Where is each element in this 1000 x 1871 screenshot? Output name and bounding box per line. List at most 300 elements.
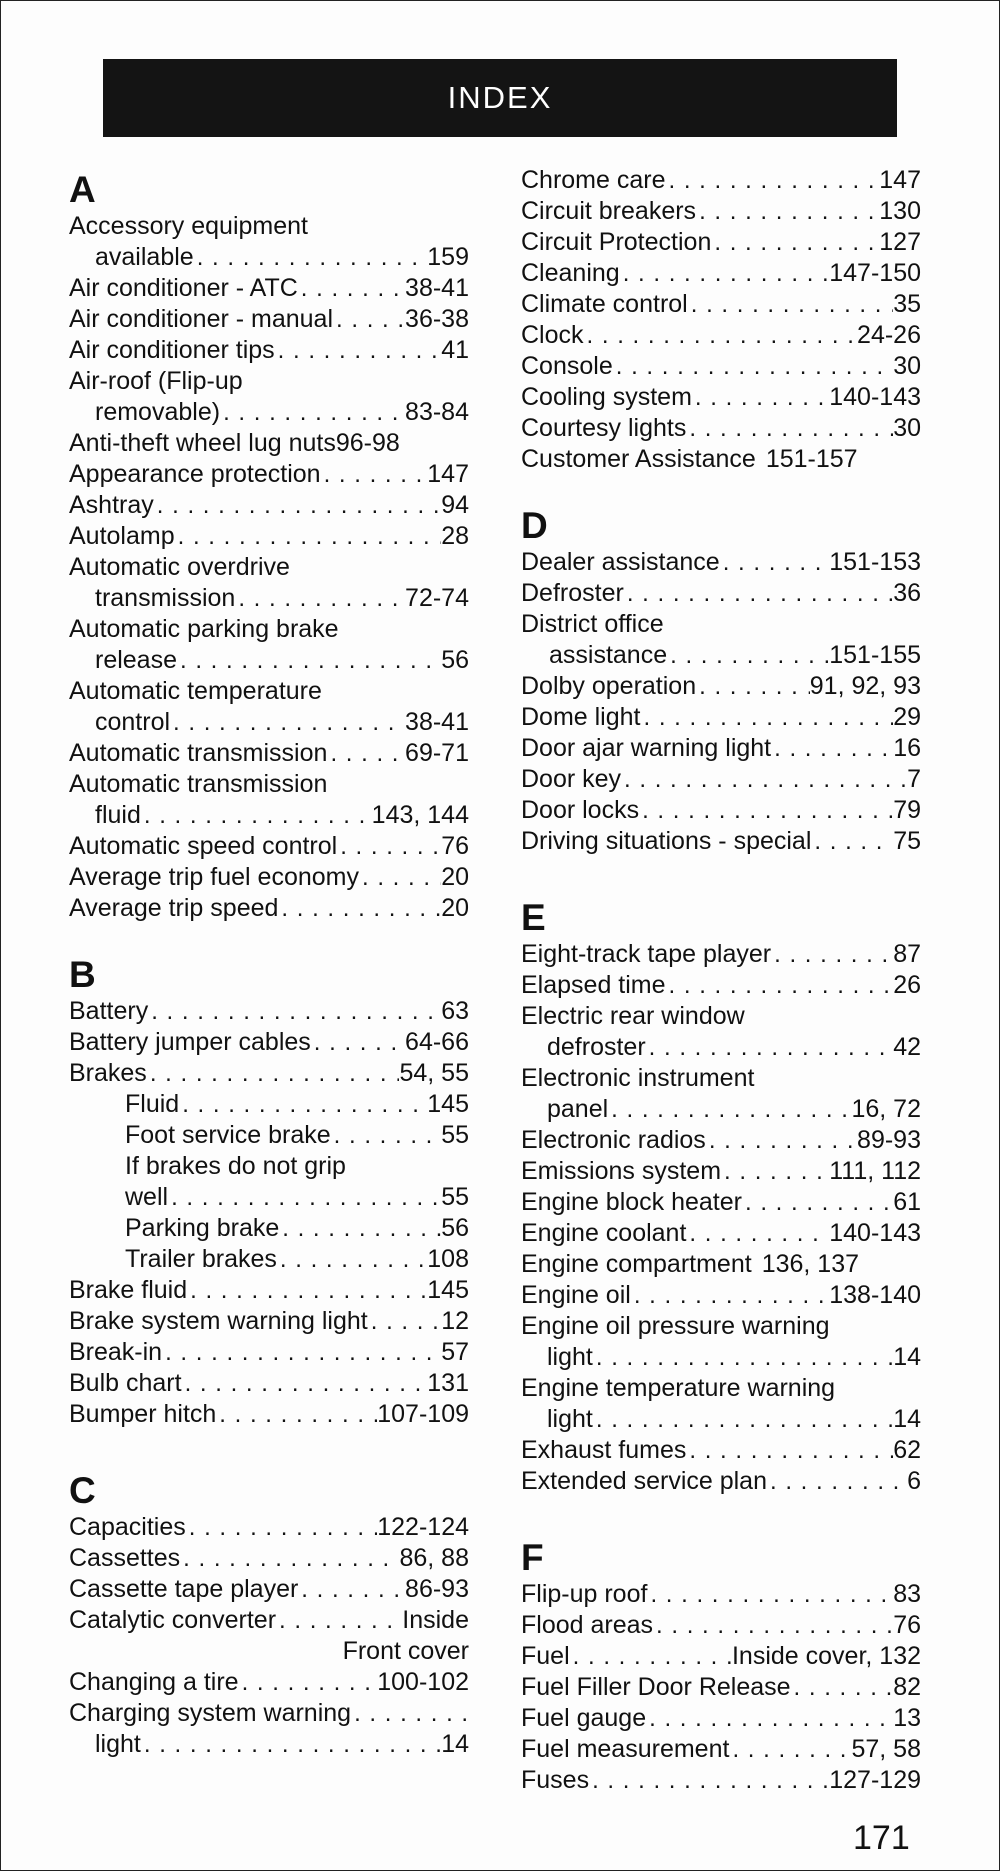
leader-dots: [327, 738, 405, 769]
index-entry: [521, 1435, 921, 1466]
entry-page: 79: [893, 796, 921, 824]
leader-dots: [692, 382, 829, 413]
entry-page: 35: [893, 290, 921, 318]
entry-page: 20: [441, 863, 469, 891]
leader-dots: [141, 800, 372, 831]
entry-term: control: [95, 708, 171, 736]
entry-page: 145: [427, 1276, 469, 1304]
index-entry: [521, 1249, 921, 1280]
section-letter-a: A: [69, 169, 96, 210]
index-entry: [521, 1218, 921, 1249]
entry-term: Fuel gauge: [521, 1704, 647, 1732]
index-entry: [521, 939, 921, 970]
index-entry: [69, 1337, 469, 1368]
index-entry: [521, 795, 921, 826]
index-entry-head: Electronic instrument: [521, 1064, 755, 1092]
entry-page: 151-155: [829, 641, 921, 669]
entry-term: Climate control: [521, 290, 688, 318]
entry-page: 64-66: [405, 1028, 469, 1056]
entry-term: Air conditioner - manual: [69, 305, 334, 333]
section-letter-d: D: [521, 505, 548, 546]
entry-page: 61: [893, 1188, 921, 1216]
index-entry-head: Electric rear window: [521, 1002, 745, 1030]
index-entry: [69, 1667, 469, 1698]
leader-dots: [170, 707, 405, 738]
index-entry: [521, 1703, 921, 1734]
entry-page: 151-157: [765, 445, 858, 473]
entry-page: 12: [441, 1307, 469, 1335]
leader-dots: [279, 1213, 441, 1244]
entry-page: 75: [893, 827, 921, 855]
index-entry-head: If brakes do not grip: [125, 1152, 346, 1180]
leader-dots: [321, 459, 428, 490]
entry-page: 86, 88: [399, 1544, 469, 1572]
entry-term: Bumper hitch: [69, 1400, 217, 1428]
entry-term: Appearance protection: [69, 460, 321, 488]
index-entry: [69, 862, 469, 893]
leader-dots: [368, 1306, 441, 1337]
leader-dots: [593, 1342, 893, 1373]
entry-term: Fuses: [521, 1766, 590, 1794]
index-entry: [69, 1543, 469, 1574]
index-entry: [69, 1120, 469, 1151]
leader-dots: [667, 640, 829, 671]
leader-dots: [688, 289, 893, 320]
leader-dots: [771, 939, 893, 970]
entry-term: fluid: [95, 801, 141, 829]
entry-page: 14: [893, 1343, 921, 1371]
entry-term: Ashtray: [69, 491, 154, 519]
leader-dots: [239, 1667, 378, 1698]
entry-term: Chrome care: [521, 166, 666, 194]
index-entry: [69, 1368, 469, 1399]
entry-term: Fuel Filler Door Release: [521, 1673, 791, 1701]
index-entry: [521, 1641, 921, 1672]
entry-term: Cassettes: [69, 1544, 181, 1572]
entry-page: 76: [893, 1611, 921, 1639]
index-entry: [69, 1306, 469, 1337]
entry-term: Battery jumper cables: [69, 1028, 311, 1056]
index-entry: [521, 351, 921, 382]
index-entry: [69, 1275, 469, 1306]
entry-page: 38-41: [405, 274, 469, 302]
index-entry: [69, 1399, 469, 1430]
entry-term: Automatic transmission: [69, 739, 328, 767]
entry-term: Air conditioner tips: [69, 336, 275, 364]
index-entry: [69, 1605, 469, 1636]
index-entry: [69, 1182, 469, 1213]
index-entry-head: Automatic overdrive: [69, 553, 290, 581]
entry-page: 94: [441, 491, 469, 519]
entry-term: Courtesy lights: [521, 414, 687, 442]
leader-dots: [276, 1605, 402, 1636]
leader-dots: [298, 273, 405, 304]
leader-dots: [177, 645, 441, 676]
entry-page: 62: [893, 1436, 921, 1464]
entry-page: Inside: [402, 1606, 469, 1634]
leader-dots: [666, 165, 880, 196]
index-entry: [521, 1466, 921, 1497]
entry-page: 147: [427, 460, 469, 488]
entry-page: 63: [441, 997, 469, 1025]
entry-term: Extended service plan: [521, 1467, 767, 1495]
section-letter-e: E: [521, 897, 546, 938]
leader-dots: [686, 1218, 829, 1249]
entry-page: 28: [441, 522, 469, 550]
entry-page: 20: [441, 894, 469, 922]
leader-dots: [194, 242, 428, 273]
entry-page: 30: [893, 414, 921, 442]
index-entry: [69, 1574, 469, 1605]
entry-page: 30: [893, 352, 921, 380]
entry-term: available: [95, 243, 194, 271]
index-entry: [521, 640, 921, 671]
index-entry: [521, 320, 921, 351]
leader-dots: [608, 1094, 851, 1125]
entry-page: 14: [893, 1405, 921, 1433]
index-entry: [521, 444, 921, 475]
entry-term: Exhaust fumes: [521, 1436, 687, 1464]
leader-dots: [767, 1466, 907, 1497]
index-entry: [521, 733, 921, 764]
index-entry: [521, 227, 921, 258]
entry-page: 107-109: [377, 1400, 469, 1428]
entry-term: Fuel measurement: [521, 1735, 730, 1763]
entry-page: 13: [893, 1704, 921, 1732]
entry-page: 57, 58: [851, 1735, 921, 1763]
entry-page: 83-84: [405, 398, 469, 426]
index-entry: [69, 1027, 469, 1058]
entry-term: panel: [547, 1095, 609, 1123]
entry-term: Flood areas: [521, 1611, 654, 1639]
index-entry: [69, 1512, 469, 1543]
index-entry: [69, 335, 469, 366]
index-entry: [521, 382, 921, 413]
entry-term: Engine coolant: [521, 1219, 687, 1247]
entry-page: 55: [441, 1121, 469, 1149]
entry-page: 29: [893, 703, 921, 731]
entry-page: 159: [427, 243, 469, 271]
index-entry: [521, 1342, 921, 1373]
entry-page-continued: Front cover: [342, 1637, 469, 1665]
index-entry: [69, 1244, 469, 1275]
entry-page: 82: [893, 1673, 921, 1701]
entry-page: 89-93: [857, 1126, 921, 1154]
leader-dots: [186, 1512, 378, 1543]
index-entry: [69, 304, 469, 335]
index-entry: [69, 490, 469, 521]
entry-page: 108: [427, 1245, 469, 1273]
index-entry: [69, 893, 469, 924]
entry-page: 147-150: [829, 259, 921, 287]
entry-term: Parking brake: [125, 1214, 280, 1242]
leader-dots: [639, 795, 893, 826]
entry-term: Circuit breakers: [521, 197, 697, 225]
entry-term: Cassette tape player: [69, 1575, 299, 1603]
index-entry: [69, 459, 469, 490]
leader-dots: [589, 1765, 829, 1796]
leader-dots: [666, 970, 894, 1001]
entry-term: well: [125, 1183, 169, 1211]
entry-term: Console: [521, 352, 613, 380]
entry-page: 143, 144: [371, 801, 469, 829]
entry-term: Brake fluid: [69, 1276, 188, 1304]
entry-term: release: [95, 646, 177, 674]
entry-term: Automatic speed control: [69, 832, 338, 860]
entry-term: Engine oil: [521, 1281, 631, 1309]
entry-term: Break-in: [69, 1338, 163, 1366]
entry-term: Dolby operation: [521, 672, 697, 700]
leader-dots: [811, 826, 893, 857]
entry-term: Dome light: [521, 703, 641, 731]
index-entry: [521, 671, 921, 702]
entry-page: 122-124: [377, 1513, 469, 1541]
leader-dots: [771, 733, 893, 764]
index-entry: [521, 196, 921, 227]
leader-dots: [179, 1089, 427, 1120]
entry-term: Fluid: [125, 1090, 180, 1118]
leader-dots: [721, 1156, 829, 1187]
leader-dots: [729, 1734, 851, 1765]
entry-page: 7: [907, 765, 921, 793]
leader-dots: [686, 1435, 893, 1466]
index-entry: [69, 273, 469, 304]
entry-term: Brakes: [69, 1059, 147, 1087]
entry-page: 147: [879, 166, 921, 194]
entry-term: Clock: [521, 321, 584, 349]
leader-dots: [278, 893, 441, 924]
leader-dots: [311, 1027, 405, 1058]
leader-dots: [742, 1187, 893, 1218]
leader-dots: [148, 996, 441, 1027]
index-entry-head: District office: [521, 610, 664, 638]
entry-term: Flip-up roof: [521, 1580, 648, 1608]
entry-page: 127-129: [829, 1766, 921, 1794]
leader-dots: [646, 1032, 894, 1063]
index-entry: [69, 738, 469, 769]
banner-title: INDEX: [447, 80, 553, 115]
leader-dots: [154, 490, 441, 521]
index-entry: [521, 1125, 921, 1156]
leader-dots: [351, 1698, 469, 1729]
index-entry: [521, 764, 921, 795]
leader-dots: [613, 351, 893, 382]
entry-page: 16, 72: [851, 1095, 921, 1123]
leader-dots: [220, 397, 405, 428]
index-entry-head: Engine oil pressure warning: [521, 1312, 830, 1340]
index-entry: [69, 831, 469, 862]
entry-term: Elapsed time: [521, 971, 666, 999]
index-entry: [521, 1765, 921, 1796]
entry-page: 131: [427, 1369, 469, 1397]
entry-page: 87: [893, 940, 921, 968]
entry-page: 56: [441, 646, 469, 674]
index-entry: [521, 702, 921, 733]
section-letter-c: C: [69, 1470, 96, 1511]
entry-page: 138-140: [829, 1281, 921, 1309]
index-entry: [69, 583, 469, 614]
entry-page: 83: [893, 1580, 921, 1608]
leader-dots: [331, 1120, 442, 1151]
entry-page: 140-143: [829, 1219, 921, 1247]
entry-page: 72-74: [405, 584, 469, 612]
index-entry: [521, 578, 921, 609]
index-entry: [69, 521, 469, 552]
leader-dots: [584, 320, 858, 351]
entry-term: Door locks: [521, 796, 640, 824]
entry-term: Bulb chart: [69, 1369, 182, 1397]
index-entry: [69, 996, 469, 1027]
index-entry-head: Automatic transmission: [69, 770, 328, 798]
entry-page: 76: [441, 832, 469, 860]
entry-page: 151-153: [829, 548, 921, 576]
index-entry: [521, 1280, 921, 1311]
leader-dots: [570, 1641, 732, 1672]
right-column: [521, 165, 921, 1796]
entry-term: Average trip fuel economy: [69, 863, 359, 891]
index-entry: [521, 970, 921, 1001]
entry-page: Inside cover, 132: [731, 1642, 921, 1670]
index-entry: [69, 428, 469, 459]
index-entry: [521, 1156, 921, 1187]
entry-page: 14: [441, 1730, 469, 1758]
page-number: 171: [853, 1819, 910, 1857]
index-entry: [69, 242, 469, 273]
entry-term: Catalytic converter: [69, 1606, 277, 1634]
leader-dots: [168, 1182, 441, 1213]
entry-term: Fuel: [521, 1642, 570, 1670]
entry-page: 127: [879, 228, 921, 256]
entry-term: Capacities: [69, 1513, 186, 1541]
entry-page: 54, 55: [399, 1059, 469, 1087]
leader-dots: [277, 1244, 427, 1275]
entry-term: Engine block heater: [521, 1188, 742, 1216]
entry-page: 42: [893, 1033, 921, 1061]
leader-dots: [235, 583, 405, 614]
entry-term: Brake system warning light: [69, 1307, 368, 1335]
entry-term: Anti-theft wheel lug nuts: [69, 429, 336, 457]
index-entry: [521, 1187, 921, 1218]
entry-term: Engine compartment: [521, 1250, 752, 1278]
entry-page: 145: [427, 1090, 469, 1118]
leader-dots: [182, 1368, 428, 1399]
index-entry: [69, 1213, 469, 1244]
index-entry: [69, 1729, 469, 1760]
entry-page: 100-102: [377, 1668, 469, 1696]
leader-dots: [647, 1579, 893, 1610]
entry-page: 38-41: [405, 708, 469, 736]
entry-term: light: [547, 1405, 593, 1433]
entry-page: 111, 112: [829, 1157, 921, 1185]
section-letter-b: B: [69, 954, 96, 995]
leader-dots: [162, 1337, 441, 1368]
index-entry: [521, 1094, 921, 1125]
entry-term: Air conditioner - ATC: [69, 274, 298, 302]
index-entry: [69, 1089, 469, 1120]
entry-page: 41: [441, 336, 469, 364]
entry-page: 56: [441, 1214, 469, 1242]
entry-term: transmission: [95, 584, 236, 612]
index-entry-head: Engine temperature warning: [521, 1374, 836, 1402]
index-entry: [69, 1058, 469, 1089]
entry-term: Dealer assistance: [521, 548, 720, 576]
index-entry: [69, 645, 469, 676]
leader-dots: [711, 227, 879, 258]
leader-dots: [624, 578, 893, 609]
entry-page: 130: [879, 197, 921, 225]
entry-page: 16: [893, 734, 921, 762]
index-entry: [521, 1610, 921, 1641]
leader-dots: [175, 521, 442, 552]
entry-page: 36: [893, 579, 921, 607]
entry-page: 24-26: [857, 321, 921, 349]
entry-term: Average trip speed: [69, 894, 279, 922]
leader-dots: [187, 1275, 427, 1306]
index-entry-head: Automatic parking brake: [69, 615, 339, 643]
entry-term: Eight-track tape player: [521, 940, 772, 968]
entry-term: Battery: [69, 997, 149, 1025]
entry-term: Cooling system: [521, 383, 692, 411]
index-entry-head: Accessory equipment: [69, 212, 309, 240]
leader-dots: [706, 1125, 857, 1156]
entry-page: 91, 92, 93: [809, 672, 921, 700]
entry-term: light: [95, 1730, 141, 1758]
entry-term: Changing a tire: [69, 1668, 239, 1696]
index-entry: [521, 1404, 921, 1435]
entry-term: Foot service brake: [125, 1121, 331, 1149]
leader-dots: [696, 671, 810, 702]
entry-term: Charging system warning: [69, 1699, 352, 1727]
entry-term: Electronic radios: [521, 1126, 706, 1154]
leader-dots: [791, 1672, 894, 1703]
leader-dots: [216, 1399, 377, 1430]
entry-page: 26: [893, 971, 921, 999]
leader-dots: [641, 702, 894, 733]
entry-page: 36-38: [405, 305, 469, 333]
entry-term: Customer Assistance: [521, 445, 756, 473]
leader-dots: [646, 1703, 893, 1734]
section-letter-f: F: [521, 1537, 544, 1578]
leader-dots: [359, 862, 441, 893]
index-entry-head: [69, 1698, 469, 1729]
index-banner: [103, 59, 897, 137]
entry-page: 69-71: [405, 739, 469, 767]
entry-term: defroster: [547, 1033, 646, 1061]
leader-dots: [337, 831, 441, 862]
entry-term: Defroster: [521, 579, 624, 607]
leader-dots: [141, 1729, 441, 1760]
entry-page: 55: [441, 1183, 469, 1211]
entry-page: 96-98: [335, 429, 400, 457]
index-entry-head: Automatic temperature: [69, 677, 322, 705]
entry-term: Cleaning: [521, 259, 620, 287]
entry-term: Emissions system: [521, 1157, 722, 1185]
leader-dots: [333, 304, 405, 335]
index-entry: [69, 800, 469, 831]
leader-dots: [621, 764, 907, 795]
entry-page: 136, 137: [761, 1250, 860, 1278]
entry-page: 140-143: [829, 383, 921, 411]
entry-page: 86-93: [405, 1575, 469, 1603]
leader-dots: [720, 547, 830, 578]
index-entry: [521, 1672, 921, 1703]
entry-term: assistance: [549, 641, 668, 669]
leader-dots: [593, 1404, 893, 1435]
index-entry: [521, 826, 921, 857]
index-entry: [521, 547, 921, 578]
entry-page: 57: [441, 1338, 469, 1366]
index-entry: [521, 258, 921, 289]
